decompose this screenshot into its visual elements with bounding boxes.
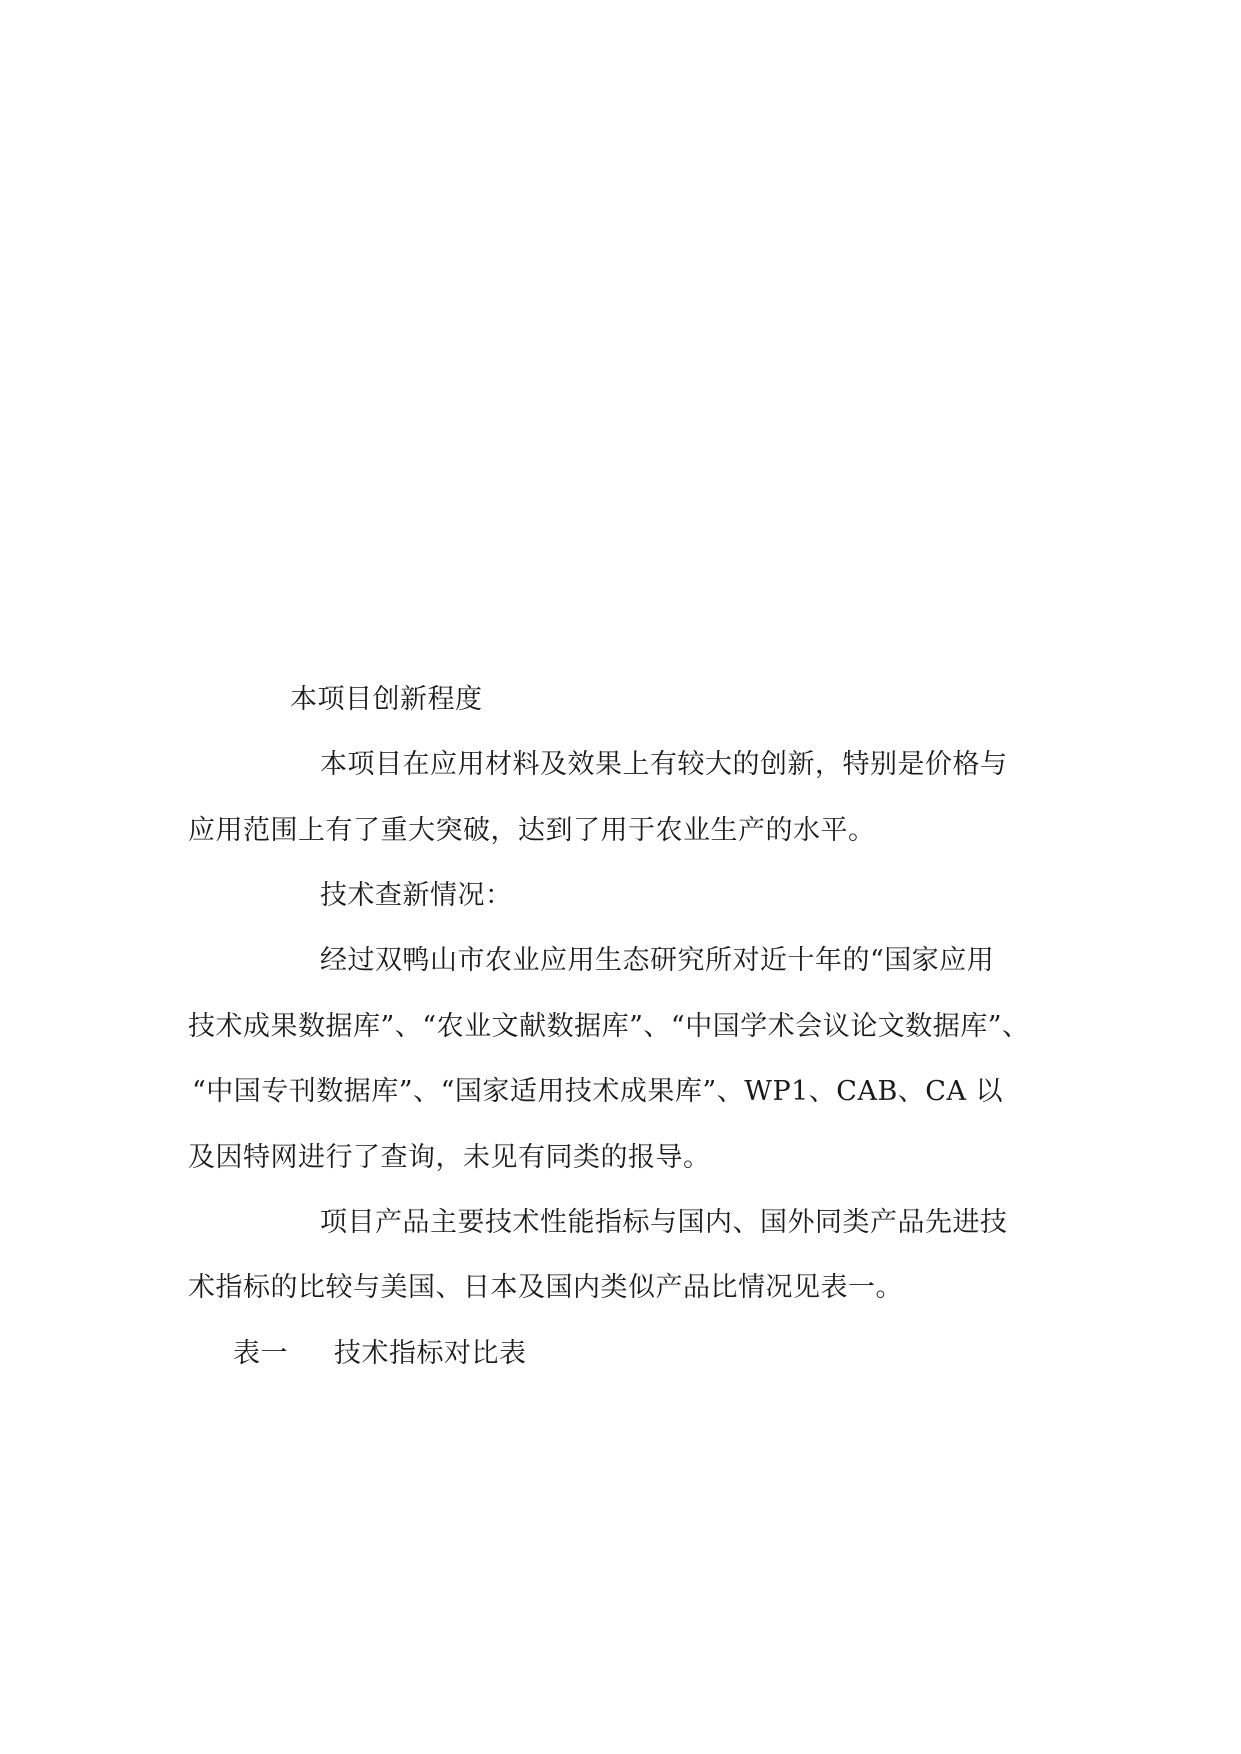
innovation-paragraph-line: 本项目在应用材料及效果上有较大的创新，特别是价格与 [320, 749, 1008, 780]
table-caption-title: 技术指标对比表 [334, 1338, 527, 1369]
novelty-subheading: 技术查新情况： [320, 880, 513, 911]
section-heading: 本项目创新程度 [290, 684, 483, 715]
table-caption-label: 表一 [233, 1338, 288, 1369]
comparison-paragraph-line: 术指标的比较与美国、日本及国内类似产品比情况见表一。 [188, 1272, 903, 1303]
innovation-paragraph-line: 应用范围上有了重大突破，达到了用于农业生产的水平。 [188, 815, 876, 846]
novelty-paragraph-line: “中国专刊数据库”、“国家适用技术成果库”、WP1、CAB、CA 以 [192, 1076, 1004, 1107]
novelty-paragraph-line: 及因特网进行了查询，未见有同类的报导。 [188, 1142, 711, 1173]
table-caption [233, 1336, 527, 1372]
comparison-paragraph-line: 项目产品主要技术性能指标与国内、国外同类产品先进技 [320, 1207, 1008, 1238]
novelty-paragraph-line: 经过双鸭山市农业应用生态研究所对近十年的“国家应用 [320, 945, 995, 976]
novelty-paragraph-line: 技术成果数据库”、“农业文献数据库”、“中国学术会议论文数据库”、 [188, 1011, 1030, 1042]
